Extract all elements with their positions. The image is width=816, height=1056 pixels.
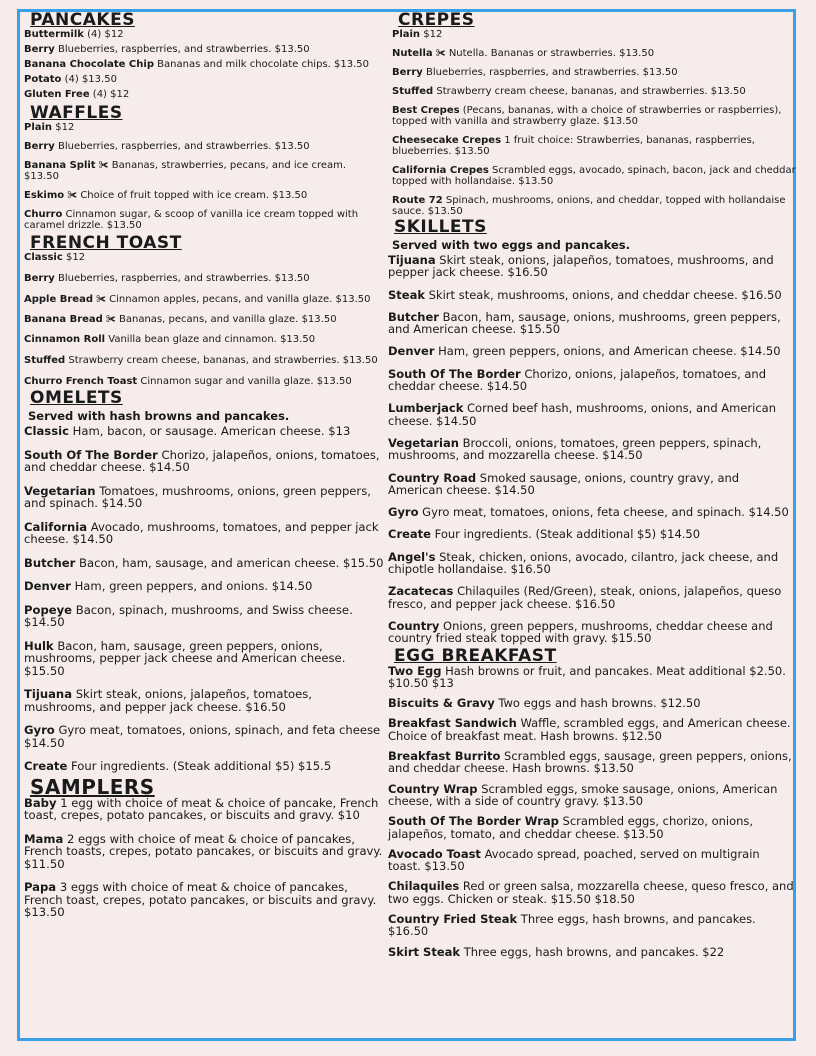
item-description: Avocado spread, poached, served on multigrain toast. <box>388 846 760 874</box>
item-price: $12 <box>104 29 124 40</box>
menu-item-create <box>24 760 384 773</box>
item-price: $11.50 <box>24 856 65 871</box>
item-price: $12 <box>65 252 86 263</box>
item-description: Bacon, spinach, mushrooms, and Swiss cheese. <box>75 602 353 617</box>
item-price: $13.50 <box>81 74 117 85</box>
section-subtitle: Served with two eggs and pancakes. <box>392 238 630 252</box>
menu-item-berry <box>24 44 384 55</box>
section-title: CREPES <box>398 10 475 30</box>
item-description: Cinnamon sugar, & scoop of vanilla ice cream topped with caramel drizzle. <box>24 209 359 231</box>
item-description: Scrambled eggs, avocado, spinach, bacon, jack and cheddar topped with hollandaise. <box>392 165 796 187</box>
item-description: Steak, chicken, onions, avocado, cilantro, jack cheese, and chipotle hollandaise. <box>388 549 779 577</box>
item-price: $13.50 <box>335 294 371 305</box>
item-description: Blueberries, raspberries, and strawberries. <box>425 67 640 78</box>
item-description: Ham, green peppers, and onions. <box>74 579 269 593</box>
menu-item-country-wrap <box>388 783 796 808</box>
item-price: $13.50 <box>280 334 316 345</box>
menu-item-plain <box>392 29 796 40</box>
item-description: Strawberry cream cheese, bananas, and strawberries. <box>436 86 708 97</box>
menu-item-biscuits-gravy <box>388 697 796 709</box>
item-price: $13.50 <box>272 190 308 201</box>
section-title: WAFFLES <box>30 103 123 123</box>
item-name: Popeye <box>24 602 73 617</box>
menu-item-gyro <box>388 506 796 518</box>
item-description: Scrambled eggs, chorizo, onions, jalapeños, tomato, and cheddar cheese. <box>388 814 754 841</box>
item-name: Berry <box>24 141 55 152</box>
item-description: Avocado, mushrooms, tomatoes, and pepper jack cheese. <box>24 519 379 546</box>
item-description: Skirt steak, mushrooms, onions, and cheddar cheese. <box>428 287 738 302</box>
item-description: Blueberries, raspberries, and strawberries. <box>57 141 272 152</box>
item-price: $16.50 <box>507 265 548 280</box>
menu-item-tijuana <box>24 688 384 713</box>
item-name: Papa <box>24 880 57 894</box>
item-price: $13.50 <box>603 116 639 127</box>
item-price: $16.50 <box>741 287 782 302</box>
item-price: $15.50 <box>519 322 561 337</box>
item-description: Blueberries, raspberries, and strawberries. <box>57 273 272 284</box>
item-price: $14.50 <box>486 379 528 394</box>
menu-item-apple-bread <box>24 294 384 305</box>
menu-item-banana-chocolate-chip <box>24 59 384 70</box>
menu-item-potato <box>24 74 384 85</box>
item-description: Gyro meat, tomatoes, onions, spinach, and feta cheese <box>58 723 381 737</box>
item-description: Blueberries, raspberries, and strawberries. <box>57 44 272 55</box>
item-name: Buttermilk <box>24 29 84 40</box>
samplers-section <box>24 774 384 919</box>
item-name: Berry <box>392 67 423 78</box>
item-description: Spinach, mushrooms, onions, and cheddar, topped with hollandaise sauce. <box>392 195 786 217</box>
item-price: $15.50 <box>24 663 65 678</box>
menu-item-classic <box>24 252 384 263</box>
item-name: Nutella <box>392 48 433 59</box>
menu-item-stuffed <box>24 355 384 366</box>
item-price: $12.50 <box>660 696 701 711</box>
menu-item-create <box>388 528 796 540</box>
item-name: Gluten Free <box>24 89 90 100</box>
item-name: Banana Split <box>24 160 96 171</box>
item-description: Waffle, scrambled eggs, and American cheese. Choice of breakfast meat. Hash browns. <box>388 716 791 743</box>
item-name: Hulk <box>24 638 54 653</box>
item-description: Two eggs and hash browns. <box>498 696 657 711</box>
item-price: $13.50 <box>334 59 370 70</box>
item-price: $12 <box>55 122 75 133</box>
item-name: Stuffed <box>392 86 434 97</box>
item-name: South Of The Border Wrap <box>388 814 559 829</box>
menu-item-chilaquiles <box>388 880 796 905</box>
item-price: $14.50 <box>494 482 535 497</box>
menu-item-popeye <box>24 604 384 629</box>
item-price: $13.50 <box>518 176 554 187</box>
item-price: $14.50 <box>748 505 789 520</box>
item-name: Banana Chocolate Chip <box>24 59 154 70</box>
item-name: Route 72 <box>392 195 443 206</box>
item-description: Cinnamon sugar and vanilla glaze. <box>140 376 314 387</box>
item-name: Cinnamon Roll <box>24 334 106 345</box>
item-description: Bacon, ham, sausage, onions, mushrooms, green peppers, and American cheese. <box>388 309 781 337</box>
item-price: $13.50 <box>619 48 655 59</box>
menu-item-country-fried-steak <box>388 913 796 938</box>
menu-item-eskimo <box>24 190 384 201</box>
menu-item-california-crepes <box>392 165 796 187</box>
item-name: Butcher <box>24 555 76 570</box>
menu-item-denver <box>24 580 384 593</box>
item-name: California <box>24 519 88 534</box>
item-description: Three eggs, hash browns, and pancakes. <box>520 911 756 926</box>
item-price: $13.50 <box>642 67 678 78</box>
menu-item-nutella <box>392 48 796 59</box>
menu-item-steak <box>388 289 796 301</box>
item-description: Bananas and milk chocolate chips. <box>157 59 331 70</box>
item-name: Banana Bread <box>24 314 103 325</box>
item-description: 3 eggs with choice of meat & choice of pancakes, French toast, crepes, potato pancakes, or biscuits and gravy. <box>24 880 377 907</box>
menu-item-baby <box>24 797 384 822</box>
section-title: SKILLETS <box>394 217 487 237</box>
item-name: Mama <box>24 831 64 846</box>
item-price: $13.50 <box>301 314 337 325</box>
item-price: $13.50 <box>602 793 644 808</box>
item-price: $13.50 <box>24 171 59 182</box>
item-price: $10 <box>337 808 360 822</box>
item-name: Lumberjack <box>388 401 464 416</box>
menu-item-mama <box>24 833 384 871</box>
item-name: Gyro <box>388 505 419 520</box>
item-description: Broccoli, onions, tomatoes, green peppers, spinach, mushrooms, and mozzarella cheese. <box>388 435 762 463</box>
menu-item-papa <box>24 881 384 919</box>
menu-item-churro <box>24 209 384 231</box>
menu-item-classic <box>24 425 384 438</box>
section-title: EGG BREAKFAST <box>394 645 557 666</box>
section-title: FRENCH TOAST <box>30 233 182 253</box>
skillets-section <box>388 219 796 645</box>
item-description: ✀ Bananas, strawberries, pecans, and ice cream. <box>98 160 347 171</box>
menu-item-banana-split <box>24 160 384 182</box>
item-price: $16.50 <box>575 596 616 611</box>
menu-item-berry <box>24 141 384 152</box>
menu-item-two-egg <box>388 665 796 690</box>
item-name: Potato <box>24 74 62 85</box>
menu-item-south-of-the-border <box>24 449 384 474</box>
item-price: $16.50 <box>388 924 429 939</box>
menu-item-south-of-the-border-wrap <box>388 815 796 840</box>
item-description: Hash browns or fruit, and pancakes. Meat additional $2.50. <box>445 663 786 678</box>
item-description: Chilaquiles (Red/Green), steak, onions, jalapeños, queso fresco, and pepper jack cheese. <box>388 584 782 611</box>
menu-item-avocado-toast <box>388 848 796 873</box>
item-name: Create <box>24 759 68 773</box>
left-column <box>24 12 384 919</box>
section-subtitle: Served with hash browns and pancakes. <box>28 409 290 423</box>
item-name: Berry <box>24 273 55 284</box>
menu-item-skirt-steak <box>388 946 796 958</box>
item-description: Strawberry cream cheese, bananas, and strawberries. <box>68 355 340 366</box>
menu-item-butcher <box>24 557 384 570</box>
item-name: South Of The Border <box>388 366 521 381</box>
item-price: $13.50 <box>274 141 310 152</box>
menu-item-cheesecake-crepes <box>392 135 796 157</box>
item-price: $16.50 <box>510 562 551 577</box>
omelets-section <box>24 390 384 773</box>
menu-item-vegetarian <box>24 485 384 510</box>
item-price: $14.50 <box>72 532 114 546</box>
item-description: (4) <box>92 89 107 100</box>
item-name: Churro French Toast <box>24 376 138 387</box>
item-description: Gyro meat, tomatoes, onions, feta cheese, and spinach. <box>422 505 745 520</box>
item-price: $12 <box>423 29 443 40</box>
item-description: Three eggs, hash browns, and pancakes. <box>463 944 699 959</box>
item-price: $16.50 <box>245 699 286 714</box>
menu-item-lumberjack <box>388 402 796 427</box>
item-price: $15.50 $18.50 <box>550 891 635 906</box>
item-price: $14.50 <box>24 735 65 750</box>
menu-item-vegetarian <box>388 437 796 462</box>
item-name: Churro <box>24 209 63 220</box>
item-name: Denver <box>388 344 435 359</box>
item-price: $13.50 <box>274 273 310 284</box>
menu-item-stuffed <box>392 86 796 97</box>
item-price: $13.50 <box>316 376 352 387</box>
menu-item-south-of-the-border <box>388 368 796 393</box>
menu-item-plain <box>24 122 384 133</box>
item-price: $13.50 <box>710 86 746 97</box>
menu-item-butcher <box>388 311 796 336</box>
item-name: Berry <box>24 44 55 55</box>
item-name: Zacatecas <box>388 584 454 599</box>
item-name: Breakfast Burrito <box>388 749 501 764</box>
item-description: Chorizo, onions, jalapeños, tomatoes, and cheddar cheese. <box>388 366 767 394</box>
item-name: South Of The Border <box>24 447 158 462</box>
item-description: (Pecans, bananas, with a choice of strawberries or raspberries), topped with vanilla and strawberry glaze. <box>392 105 782 127</box>
item-name: Country <box>388 618 440 633</box>
item-description: Skirt steak, onions, jalapeños, tomatoes, mushrooms, and pepper jack cheese. <box>388 253 774 280</box>
item-description: ✀ Nutella. Bananas or strawberries. <box>435 48 616 59</box>
item-price: $22 <box>702 944 725 959</box>
menu-item-country <box>388 620 796 645</box>
item-description: ✀ Cinnamon apples, pecans, and vanilla glaze. <box>96 294 333 305</box>
menu-item-breakfast-sandwich <box>388 717 796 742</box>
item-description: Ham, green peppers, onions, and American cheese. <box>438 344 737 359</box>
item-name: Breakfast Sandwich <box>388 716 517 731</box>
item-name: Country Fried Steak <box>388 911 518 926</box>
item-description: Onions, green peppers, mushrooms, cheddar cheese and country fried steak topped with gravy. <box>388 618 773 646</box>
item-name: Steak <box>388 287 425 302</box>
item-name: Plain <box>392 29 421 40</box>
item-name: Gyro <box>24 723 55 737</box>
menu-item-berry <box>24 273 384 284</box>
item-name: Vegetarian <box>388 435 459 450</box>
menu-item-angel-s <box>388 551 796 576</box>
item-name: Best Crepes <box>392 105 460 116</box>
item-name: California Crepes <box>392 165 489 176</box>
item-name: Apple Bread <box>24 294 93 305</box>
item-price: $14.50 <box>101 496 143 510</box>
item-description: Scrambled eggs, smoke sausage, onions, American cheese, with a side of country gravy. <box>388 781 778 808</box>
item-price: $14.50 <box>659 527 701 542</box>
item-price: $14.50 <box>740 344 781 359</box>
item-name: Eskimo <box>24 190 65 201</box>
crepes-section <box>392 12 796 217</box>
section-title: PANCAKES <box>30 10 135 30</box>
menu-item-gyro <box>24 724 384 749</box>
menu-item-zacatecas <box>388 585 796 610</box>
item-description: Red or green salsa, mozzarella cheese, queso fresco, and two eggs. Chicken or steak. <box>388 879 794 906</box>
menu-item-best-crepes <box>392 105 796 127</box>
menu-item-banana-bread <box>24 314 384 325</box>
item-name: Two Egg <box>388 663 442 678</box>
item-name: Tijuana <box>24 687 73 701</box>
item-description: 1 egg with choice of meat & choice of pancake, French toast, crepes, potato pancakes, or biscuits and gravy. <box>24 795 379 822</box>
item-description: 1 fruit choice: Strawberries, bananas, raspberries, blueberries. <box>392 135 755 157</box>
item-price: $14.50 <box>602 448 643 463</box>
menu-item-gluten-free <box>24 89 384 100</box>
section-title: OMELETS <box>30 388 123 408</box>
item-description: ✀ Choice of fruit topped with ice cream. <box>67 190 270 201</box>
item-name: Butcher <box>388 309 439 324</box>
item-description: Ham, bacon, or sausage. American cheese. <box>72 424 325 438</box>
item-price: $13.50 <box>106 220 142 231</box>
item-description: Skirt steak, onions, jalapeños, tomatoes, mushrooms, and pepper jack cheese. <box>24 687 312 714</box>
section-title: SAMPLERS <box>30 774 155 799</box>
menu-item-cinnamon-roll <box>24 334 384 345</box>
item-price: $14.50 <box>271 579 313 593</box>
item-name: Baby <box>24 795 57 810</box>
item-name: Chilaquiles <box>388 879 460 894</box>
item-name: Skirt Steak <box>388 944 461 959</box>
item-name: Avocado Toast <box>388 846 481 861</box>
item-price: $14.50 <box>24 615 65 629</box>
item-price: $15.50 <box>611 631 652 646</box>
item-price: $15.5 <box>298 759 332 773</box>
item-name: Cheesecake Crepes <box>392 135 502 146</box>
menu-item-route-72 <box>392 195 796 217</box>
waffles-section <box>24 105 384 231</box>
item-description: Four ingredients. (Steak additional $5) <box>434 527 657 542</box>
french-toast-section <box>24 235 384 387</box>
item-name: Create <box>388 527 431 542</box>
item-name: Classic <box>24 424 69 438</box>
item-description: Corned beef hash, mushrooms, onions, and American cheese. <box>388 401 777 428</box>
item-description: (4) <box>87 29 102 40</box>
egg-breakfast-section <box>388 645 796 959</box>
item-price: $12 <box>110 89 130 100</box>
item-name: Country Wrap <box>388 781 478 796</box>
item-name: Biscuits & Gravy <box>388 696 495 711</box>
item-name: Country Road <box>388 470 477 485</box>
item-description: Four ingredients. (Steak additional $5) <box>71 759 295 773</box>
item-price: $13.50 <box>274 44 310 55</box>
item-name: Angel's <box>388 549 436 564</box>
item-description: Bacon, ham, sausage, and american cheese. <box>79 555 340 570</box>
item-price: $12.50 <box>621 728 662 743</box>
item-name: Vegetarian <box>24 483 96 498</box>
item-price: $13.50 <box>24 905 65 919</box>
menu-item-tijuana <box>388 254 796 279</box>
item-name: Classic <box>24 252 63 263</box>
menu-item-hulk <box>24 640 384 678</box>
item-price: $13 <box>328 424 351 438</box>
item-description: Scrambled eggs, sausage, green peppers, onions, and cheddar cheese. Hash browns. <box>388 749 792 776</box>
item-price: $13.50 <box>342 355 378 366</box>
menu-item-denver <box>388 345 796 357</box>
item-price: $13.50 <box>454 146 490 157</box>
item-description: (4) <box>64 74 79 85</box>
menu-item-buttermilk <box>24 29 384 40</box>
item-name: Plain <box>24 122 53 133</box>
menu-item-country-road <box>388 472 796 497</box>
item-price: $13.50 <box>623 826 664 841</box>
item-price: $15.50 <box>342 555 384 570</box>
item-description: 2 eggs with choice of meat & choice of pancakes, French toasts, crepes, potato pancakes, or biscuits and gravy. <box>24 831 383 858</box>
menu-item-churro-french-toast <box>24 376 384 387</box>
item-description: Chorizo, jalapeños, onions, tomatoes, and cheddar cheese. <box>24 447 380 474</box>
menu-item-breakfast-burrito <box>388 750 796 775</box>
item-price: $14.50 <box>436 413 477 428</box>
item-price: $13.50 <box>427 206 463 217</box>
menu-item-california <box>24 521 384 546</box>
item-name: Tijuana <box>388 253 436 267</box>
item-description: Bacon, ham, sausage, green peppers, onions, mushrooms, pepper jack cheese and American cheese. <box>24 638 346 665</box>
item-name: Stuffed <box>24 355 66 366</box>
pancakes-section <box>24 12 384 100</box>
item-description: Smoked sausage, onions, country gravy, and American cheese. <box>388 470 740 497</box>
item-description: ✀ Bananas, pecans, and vanilla glaze. <box>106 314 299 325</box>
item-description: Vanilla bean glaze and cinnamon. <box>108 334 277 345</box>
item-description: Tomatoes, mushrooms, onions, green peppers, and spinach. <box>24 483 371 510</box>
item-price: $13.50 <box>593 761 634 776</box>
item-price: $10.50 $13 <box>388 675 454 690</box>
item-name: Denver <box>24 579 71 593</box>
menu-item-berry <box>392 67 796 78</box>
item-price: $13.50 <box>424 859 465 874</box>
right-column <box>388 12 796 958</box>
item-price: $14.50 <box>149 460 190 474</box>
